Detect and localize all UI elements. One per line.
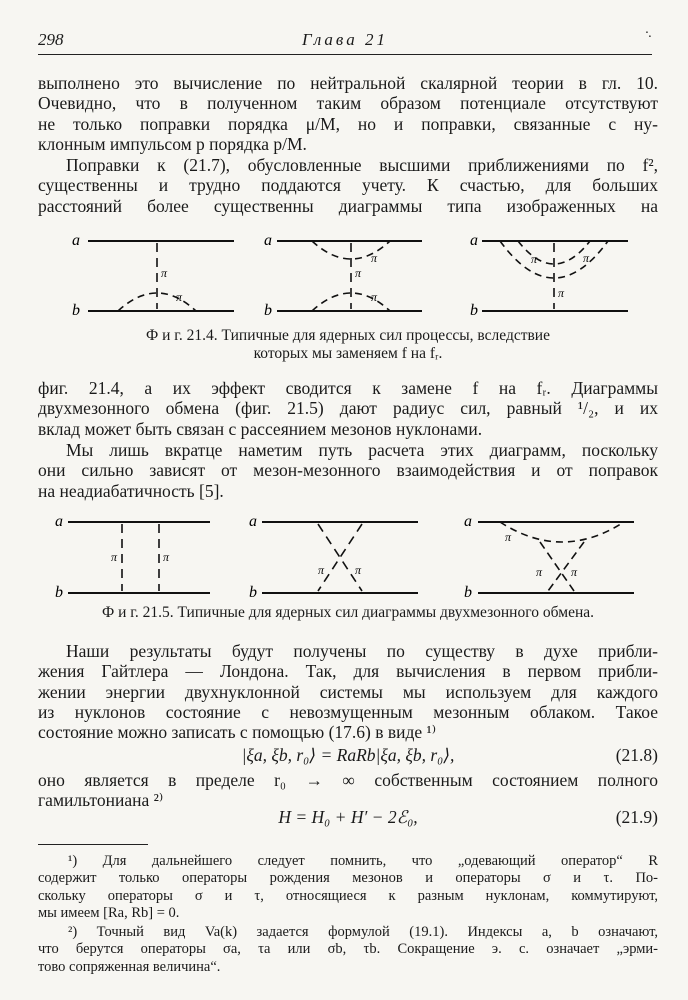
text-line: двухмезонного обмена (фиг. 21.5) дают радиус сил, равный ¹/₂, и их	[38, 398, 658, 419]
equation-number: (21.8)	[615, 745, 658, 765]
chapter-title: Глава 21	[302, 30, 388, 49]
pi-label: π	[163, 550, 170, 564]
label-b: b	[72, 302, 80, 319]
figure-21-4	[0, 225, 688, 325]
figure-21-5-caption	[38, 604, 658, 622]
footnote-rule	[38, 844, 148, 845]
text-line: ²) Точный вид Va(k) задается формулой (19.1). Индексы a, b означают,	[68, 924, 658, 940]
label-a: a	[464, 513, 472, 530]
equation-number: (21.9)	[615, 807, 658, 827]
pi-label: π	[583, 251, 590, 265]
paragraph-3	[38, 378, 658, 439]
paragraph-4	[38, 440, 658, 501]
pi-label: π	[355, 563, 362, 577]
text-line: Наши результаты будут получены по существу в духе прибли-	[66, 641, 658, 661]
meson-exchange-line	[540, 542, 574, 591]
meson-loop	[500, 522, 624, 542]
text-line: жении энергии двухнуклонной системы мы используем для каждого	[38, 681, 658, 702]
text-line: они сильно зависят от мезон-мезонного взаимодействия и от поправок	[38, 460, 658, 481]
label-a: a	[72, 232, 80, 249]
equation-21-9	[38, 807, 658, 829]
label-a: a	[264, 232, 272, 249]
pi-label: π	[355, 266, 362, 280]
caption-line: Ф и г. 21.4. Типичные для ядерных сил процессы, вследствие	[146, 327, 550, 344]
text-line: вклад может быть связан с рассеянием мезонов нуклонами.	[38, 418, 483, 439]
label-a: a	[55, 513, 63, 530]
text-line: фиг. 21.4, а их эффект сводится к замене f на fᵣ. Диаграммы	[38, 378, 658, 398]
text-line: не только поправки порядка μ/M, но и поправки, связанные с ну-	[38, 113, 658, 134]
text-line: Поправки к (21.7), обусловленные высшими приближениями по f²,	[66, 155, 658, 175]
figure-21-4-caption	[38, 327, 658, 363]
text-line: состояние можно записать с помощью (17.6) в виде ¹⁾	[38, 722, 437, 743]
label-b: b	[470, 302, 478, 319]
pi-label: π	[571, 565, 578, 579]
pi-label: π	[176, 290, 183, 304]
text-line: клонным импульсом p порядка p/M.	[38, 133, 307, 154]
text-line: Мы лишь вкратце наметим путь расчета этих диаграмм, поскольку	[66, 440, 658, 460]
label-b: b	[264, 302, 272, 319]
label-b: b	[249, 584, 257, 601]
text-line: гамильтониана ²⁾	[38, 790, 164, 811]
label-b: b	[464, 584, 472, 601]
equation-body: H = H₀ + H′ − 2ℰ₀,	[278, 807, 418, 827]
text-line: скольку операторы σ и τ, относящиеся к разным нуклонам, коммутируют,	[38, 887, 658, 904]
footnote-1	[38, 853, 658, 922]
text-line: жения Гайтлера — Лондона. Так, для вычисления в первом прибли-	[38, 661, 658, 682]
text-line: выполнено это вычисление по нейтральной скалярной теории в гл. 10.	[38, 73, 658, 93]
text-line: Очевидно, что в полученном таким образом потенциале отсутствуют	[38, 93, 658, 114]
pi-label: π	[531, 252, 538, 266]
text-line: что берутся операторы σa, τa или σb, τb. Сокращение э. с. означает „эрми-	[38, 941, 658, 958]
pi-label: π	[536, 565, 543, 579]
text-line: содержит только операторы рождения мезонов и операторы σ и τ. По-	[38, 870, 658, 887]
pi-label: π	[558, 286, 565, 300]
meson-exchange-line	[548, 542, 584, 591]
label-b: b	[55, 584, 63, 601]
figure-21-5	[0, 508, 688, 604]
text-line: мы имеем [Ra, Rb] = 0.	[38, 904, 180, 921]
paragraph-5	[38, 641, 658, 742]
pi-label: π	[371, 290, 378, 304]
pi-label: π	[318, 563, 325, 577]
text-line: из нуклонов состояние с невозмущенным мезонным облаком. Такое	[38, 701, 658, 722]
footnote-2	[38, 924, 658, 976]
pi-label: π	[111, 550, 118, 564]
text-line: на неадиабатичность [5].	[38, 480, 224, 501]
label-a: a	[470, 232, 478, 249]
corner-mark: ·.	[645, 26, 652, 41]
paragraph-1	[38, 73, 658, 154]
text-line: оно является в пределе r₀ → ∞ собственным состоянием полного	[38, 770, 658, 790]
paragraph-2	[38, 155, 658, 216]
caption-line: Ф и г. 21.5. Типичные для ядерных сил диаграммы двухмезонного обмена.	[101, 604, 595, 621]
text-line: расстояний более существенны диаграммы типа изображенных на	[38, 195, 658, 216]
equation-body: |ξa, ξb, r₀⟩ = RaRb|ξa, ξb, r₀⟩,	[241, 745, 455, 765]
pi-label: π	[161, 266, 168, 280]
text-line: тово сопряженная величина“.	[38, 958, 221, 975]
label-a: a	[249, 513, 257, 530]
pi-label: π	[371, 251, 378, 265]
equation-21-8	[38, 745, 658, 767]
paragraph-6	[38, 770, 658, 811]
text-line: ¹) Для дальнейшего следует помнить, что „одевающий оператор“ R	[68, 853, 658, 869]
running-header	[38, 26, 652, 55]
caption-line: которых мы заменяем f на fᵣ.	[253, 345, 443, 362]
page-number: 298	[38, 30, 64, 49]
pi-label: π	[505, 530, 512, 544]
text-line: существенны и трудно поддаются учету. К счастью, для больших	[38, 175, 658, 196]
